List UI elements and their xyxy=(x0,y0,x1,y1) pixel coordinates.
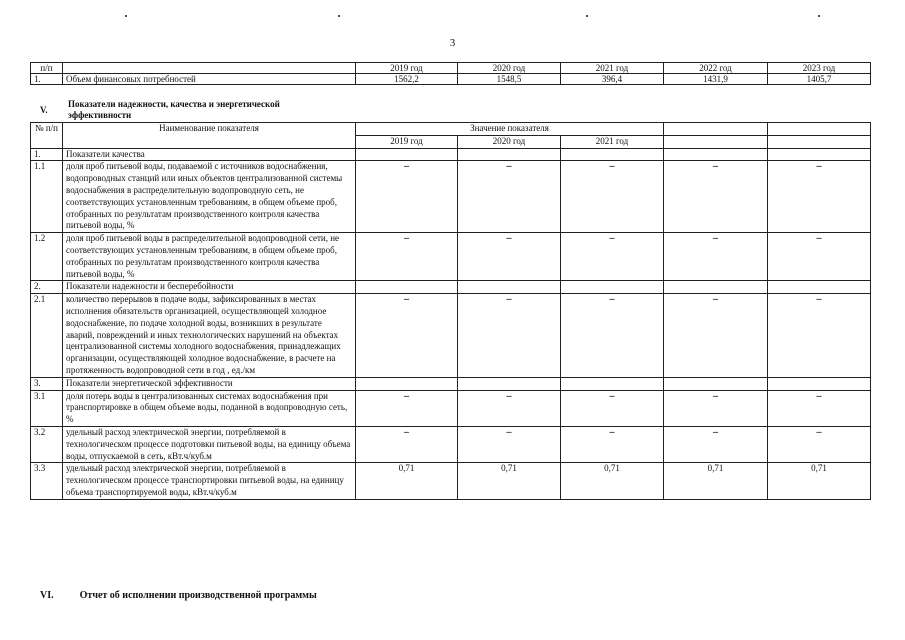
row-value: – xyxy=(664,233,768,281)
table-row xyxy=(31,74,871,85)
row-name: Объем финансовых потребностей xyxy=(63,74,356,85)
indicators-table xyxy=(30,122,871,500)
row-value: – xyxy=(356,390,458,426)
row-value: – xyxy=(664,390,768,426)
row-value: – xyxy=(561,426,664,462)
row-value: – xyxy=(458,426,561,462)
header-cell-year xyxy=(664,135,768,148)
row-value: – xyxy=(356,426,458,462)
table-row xyxy=(31,294,871,378)
row-value: – xyxy=(356,161,458,233)
row-value: – xyxy=(768,426,871,462)
row-value: – xyxy=(458,294,561,378)
row-value: 1562,2 xyxy=(356,74,458,85)
row-number: 1.2 xyxy=(31,233,63,281)
row-name: удельный расход электрической энергии, потребляемой в технологическом процессе транспортировки питьевой воды, на единицу объема транспортируемой воды, кВт.ч/куб.м xyxy=(63,463,356,499)
table-row xyxy=(31,161,871,233)
header-cell-name xyxy=(63,63,356,74)
header-cell-num: п/п xyxy=(31,63,63,74)
scan-speck xyxy=(338,15,340,17)
header-cell-year: 2019 год xyxy=(356,63,458,74)
row-value: 0,71 xyxy=(768,463,871,499)
header-cell-empty xyxy=(664,123,768,136)
row-number: 2. xyxy=(31,281,63,294)
row-value: – xyxy=(664,294,768,378)
section-number: V. xyxy=(40,105,48,115)
row-value: – xyxy=(664,161,768,233)
page-number: 3 xyxy=(449,37,456,49)
section-title: Отчет об исполнении производственной программы xyxy=(79,590,317,601)
row-value: 0,71 xyxy=(458,463,561,499)
group-row xyxy=(31,281,871,294)
scan-speck xyxy=(818,15,820,17)
row-name: количество перерывов в подаче воды, зафиксированных в местах исполнения обязательств организацией, осуществляющей холодное водоснабжение, по подаче холодной воды, возникших в результате аварий, повреждений и иных технологических нарушений на объектах централизованной системы холодного водоснабжения, принадлежащих организации, осуществляющей холодное водоснабжение, в расчете на протяженность водопроводной сети в год , ед./км xyxy=(63,294,356,378)
group-row xyxy=(31,148,871,161)
row-value: – xyxy=(561,233,664,281)
row-number: 2.1 xyxy=(31,294,63,378)
table-header-row xyxy=(31,63,871,74)
header-cell-year: 2019 год xyxy=(356,135,458,148)
row-number: 3.2 xyxy=(31,426,63,462)
row-name: удельный расход электрической энергии, потребляемой в технологическом процессе подготовки питьевой воды, на единицу объема воды, отпускаемой в сеть, кВт.ч/куб.м xyxy=(63,426,356,462)
row-name: доля потерь воды в централизованных системах водоснабжения при транспортировке в общем объеме воды, поданной в водопроводную сеть, % xyxy=(63,390,356,426)
scan-speck xyxy=(586,15,588,17)
table-header-row xyxy=(31,123,871,136)
row-value: 0,71 xyxy=(356,463,458,499)
row-value: – xyxy=(768,390,871,426)
scan-speck xyxy=(125,15,127,17)
row-value: – xyxy=(458,390,561,426)
header-cell-empty xyxy=(768,123,871,136)
row-value: 0,71 xyxy=(561,463,664,499)
group-title: Показатели энергетической эффективности xyxy=(63,377,356,390)
row-value: 1548,5 xyxy=(458,74,561,85)
header-cell-num: № п/п xyxy=(31,123,63,149)
row-number: 1. xyxy=(31,148,63,161)
group-title: Показатели надежности и бесперебойности xyxy=(63,281,356,294)
table-row xyxy=(31,233,871,281)
row-value: – xyxy=(458,233,561,281)
row-name: доля проб питьевой воды в распределительной водопроводной сети, не соответствующих установленным требованиям, в общем объеме проб, отобранных по результатам производственного контроля качества питьевой воды, % xyxy=(63,233,356,281)
header-cell-value: Значение показателя xyxy=(356,123,664,136)
group-row xyxy=(31,377,871,390)
header-cell-year: 2023 год xyxy=(768,63,871,74)
row-value: – xyxy=(561,294,664,378)
header-cell-name: Наименование показателя xyxy=(63,123,356,149)
row-value: – xyxy=(561,161,664,233)
row-number: 3.1 xyxy=(31,390,63,426)
row-value: – xyxy=(768,294,871,378)
row-value: – xyxy=(356,233,458,281)
section-title: Показатели надежности, качества и энергетической эффективности xyxy=(68,99,280,120)
row-number: 1.1 xyxy=(31,161,63,233)
section-6-heading xyxy=(40,590,317,601)
row-number: 1. xyxy=(31,74,63,85)
table-row xyxy=(31,426,871,462)
table-row xyxy=(31,463,871,499)
row-name: доля проб питьевой воды, подаваемой с источников водоснабжения, водопроводных станций или иных объектов централизованной системы водоснабжения в распределительную водопроводную сеть, не соответствующих установленным требованиям, в общем объеме проб, отобранных по результатам производственного контроля качества питьевой воды, % xyxy=(63,161,356,233)
row-value: – xyxy=(356,294,458,378)
header-cell-year: 2022 год xyxy=(664,63,768,74)
row-value: 1431,9 xyxy=(664,74,768,85)
header-cell-year xyxy=(768,135,871,148)
group-title: Показатели качества xyxy=(63,148,356,161)
table-row xyxy=(31,390,871,426)
row-value: – xyxy=(458,161,561,233)
row-value: 396,4 xyxy=(561,74,664,85)
row-value: – xyxy=(561,390,664,426)
row-number: 3. xyxy=(31,377,63,390)
header-cell-year: 2021 год xyxy=(561,135,664,148)
row-value: 0,71 xyxy=(664,463,768,499)
row-value: 1405,7 xyxy=(768,74,871,85)
header-cell-year: 2021 год xyxy=(561,63,664,74)
row-number: 3.3 xyxy=(31,463,63,499)
row-value: – xyxy=(768,161,871,233)
financial-needs-table xyxy=(30,62,871,85)
row-value: – xyxy=(768,233,871,281)
header-cell-year: 2020 год xyxy=(458,63,561,74)
row-value: – xyxy=(664,426,768,462)
header-cell-year: 2020 год xyxy=(458,135,561,148)
section-number: VI. xyxy=(40,590,54,601)
